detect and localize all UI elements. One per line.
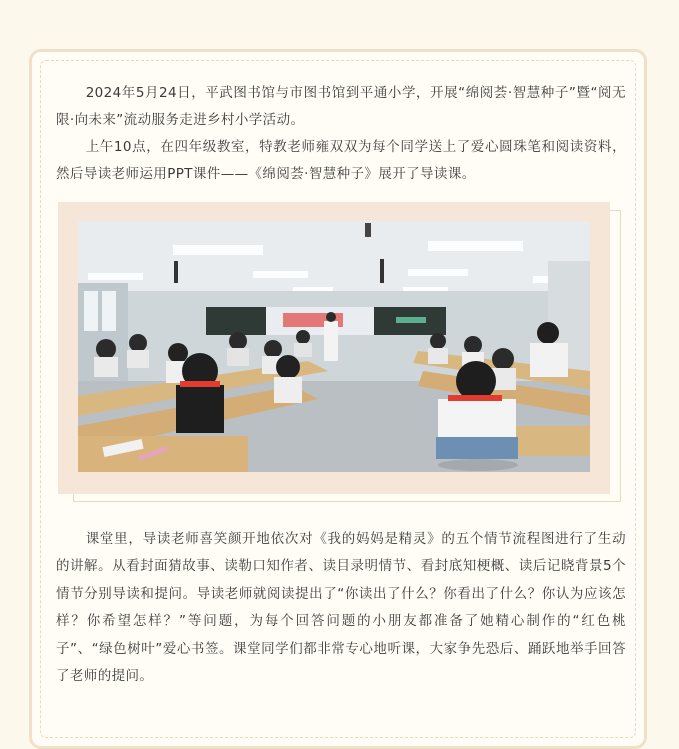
paragraph-2: 上午10点，在四年级教室，特教老师雍双双为每个同学送上了爱心圆珠笔和阅读资料，然后导读老师运用PPT课件——《绵阅荟·智慧种子》展开了导读课。 (56, 139, 626, 183)
paragraph-3: 课堂里，导读老师喜笑颜开地依次对《我的妈妈是精灵》的五个情节流程图进行了生动的讲解。从看封面猜故事、读勒口知作者、读目录明情节、看封底知梗概、读后记晓背景5个情节分别导读和提问。导读老师就阅读提出了“你读出了什么？你看出了什么？你认为应该怎样？你希望怎样？”等问题，为每个回答问题的小朋友都准备了她精心制作的“红色桃子”、“绿色树叶”爱心书签。课堂同学们都非常专心地听课，大家争先恐后、踊跃地举手回答了老师的提问。 (56, 531, 626, 685)
paragraph-1: 2024年5月24日，平武图书馆与市图书馆到平通小学，开展“绵阅荟·智慧种子”暨“阅无限·向未来”流动服务走进乡村小学活动。 (56, 85, 626, 129)
classroom-photo-illustration (78, 221, 590, 472)
classroom-photo (78, 221, 590, 472)
